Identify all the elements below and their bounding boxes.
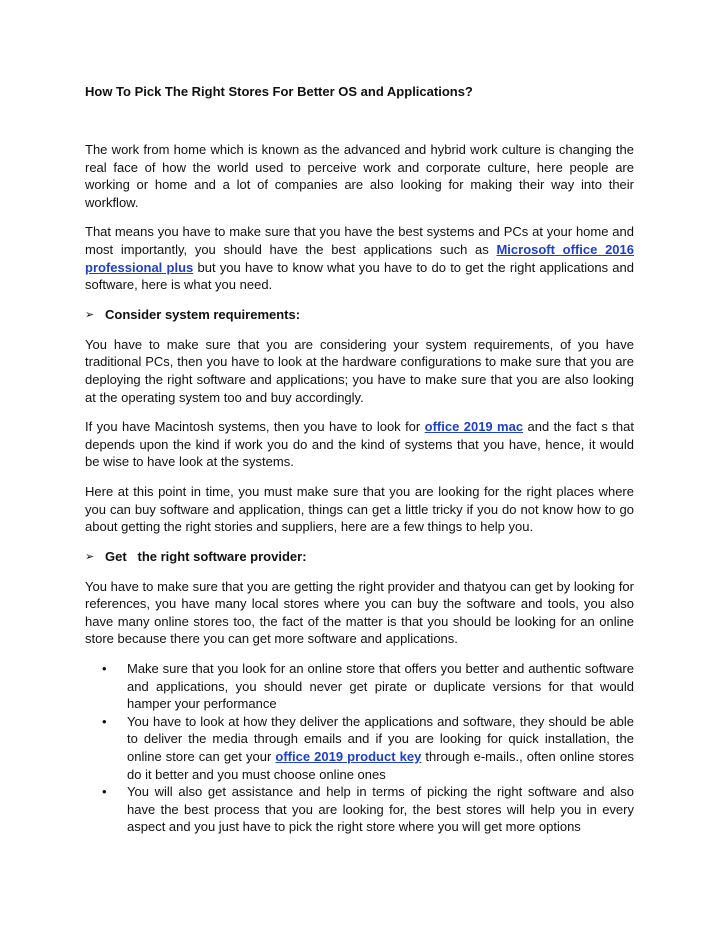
paragraph-right-places: Here at this point in time, you must make sure that you are looking for the right places where you can buy software and application, things can get a little tricky if you do not know how to go about getting the right stories and suppliers, here are a few things to help you. [85,483,634,535]
heading-text: Get the right software provider: [105,548,307,564]
bullet-icon: • [102,661,107,677]
microsoft-office-2016-link[interactable]: Microsoft office 2016 professional plus [85,241,634,275]
tips-list [85,660,634,836]
heading-text: Consider system requirements: [105,306,301,322]
list-item-text: through e-mails., often online stores do it better and you must choose online ones [127,749,634,782]
paragraph-provider: You have to make sure that you are getting the right provider and thatyou can get by looking for references, you have many local stores where you can buy the software and tools, you also have many online stores too, the fact of the matter is that you should be looking for an online store because there you can get more software and applications. [85,578,634,647]
office-2019-product-key-link[interactable]: office 2019 product key [275,749,422,765]
bullet-icon: • [102,713,107,729]
bullet-icon: • [102,784,107,800]
arrow-bullet-icon: ➢ [85,550,95,563]
list-item-text: Make sure that you look for an online store that offers you better and authentic software and applications, you should never get pirate or duplicate versions for that would hamper your performance [127,661,634,712]
paragraph-text: but you have to know what you have to do to get the right applications and software, here is what you need. [85,259,634,293]
section-heading-software-provider [85,548,634,566]
paragraph-text: That means you have to make sure that you have the best systems and PCs at your home and most importantly, you should have the best applications such as [85,224,634,257]
office-2019-mac-link[interactable]: office 2019 mac [424,419,524,435]
paragraph-system-requirements: You have to make sure that you are considering your system requirements, of you have traditional PCs, then you have to look at the hardware configurations to make sure that you are deploying the right software and applications; you have to make sure that you are also looking at the operating system too and buy accordingly. [85,336,634,405]
document-body [85,141,634,836]
list-item [85,713,634,783]
page-title: How To Pick The Right Stores For Better OS and Applications? [85,84,473,99]
intro-paragraph: The work from home which is known as the advanced and hybrid work culture is changing the real face of how the world used to perceive work and corporate culture, here people are working or home and a lot of companies are also looking for making their way into their workflow. [85,142,634,210]
list-item-text: You will also get assistance and help in terms of picking the right software and also have the best process that you are looking for, the best stores will help you in every aspect and you just have to pick the right store where you will get more options [127,784,634,835]
list-item-text: You have to look at how they deliver the applications and software, they should be able to deliver the media through emails and if you are looking for quick installation, the online store can get your [127,713,634,765]
section-heading-system-requirements [85,306,634,324]
paragraph-text: If you have Macintosh systems, then you have to look for [85,419,425,435]
paragraph-applications [85,223,634,293]
arrow-bullet-icon: ➢ [85,308,95,321]
list-item [85,660,634,713]
paragraph-text: and the fact s that depends upon the kind if work you do and the kind of systems that you have, hence, it would be wise to have look at the systems. [85,419,634,470]
list-item [85,783,634,836]
paragraph-macintosh [85,418,634,471]
